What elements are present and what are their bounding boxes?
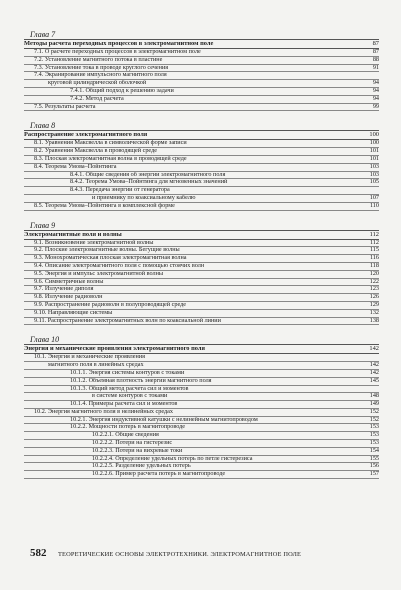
- toc-entry-text: 8.4.1. Общие сведения об энергии электромагнитного поля: [70, 171, 226, 178]
- toc-entry[interactable]: [24, 263, 379, 271]
- toc-entry[interactable]: [24, 255, 379, 263]
- toc-entry[interactable]: [24, 148, 379, 156]
- toc-entry-text: 8.4.2. Теорема Умова–Пойнтинга для мгновенных значений: [70, 179, 228, 186]
- toc-entry[interactable]: [24, 378, 379, 386]
- chapter-title-row[interactable]: [24, 130, 379, 140]
- toc-entry-text: 9.3. Монохроматическая плоская электромагнитная волна: [34, 255, 187, 262]
- toc-entry[interactable]: [24, 156, 379, 164]
- toc-entry[interactable]: [24, 286, 379, 294]
- toc-entry-page: 120: [369, 269, 379, 277]
- toc-entry-page: 156: [369, 462, 379, 470]
- chapter-section: [24, 221, 379, 326]
- toc-entry-text: 9.1. Возникновение электромагнитной волны: [34, 239, 154, 246]
- toc-entry-page: 105: [369, 178, 379, 186]
- toc-entry-page: 154: [369, 446, 379, 454]
- toc-entry[interactable]: [24, 72, 379, 80]
- toc-entry-text: 9.11. Распространение электромагнитных волн по коаксиальной линии: [34, 317, 221, 324]
- toc-entry[interactable]: [24, 310, 379, 318]
- chapter-label: Глава 9: [30, 220, 56, 230]
- toc-entry-page: 123: [369, 285, 379, 293]
- toc-entry-text: 7.2. Установление магнитного потока в пластине: [34, 56, 163, 63]
- toc-entry-page: 142: [369, 368, 379, 376]
- toc-entry-text: 10.2.2.2. Потери на гистерезис: [92, 440, 173, 447]
- toc-entry-page: 94: [372, 94, 379, 102]
- toc-entry-text: 10.2. Энергия магнитного поля в нелинейных средах: [34, 408, 174, 415]
- toc-entry-text: 9.4. Описание электромагнитного поля с помощью стоячих волн: [34, 262, 205, 269]
- toc-entry[interactable]: [24, 88, 379, 96]
- toc-entry-page: 94: [372, 79, 379, 87]
- toc-entry[interactable]: [24, 57, 379, 65]
- toc-entry-text: 7.1. О расчете переходных процессов в электромагнитном поле: [34, 49, 201, 55]
- toc-entry-page: 148: [369, 392, 379, 400]
- chapter-page: 142: [369, 345, 379, 353]
- toc-entry-text: круговой цилиндрической оболочкой: [48, 80, 147, 87]
- chapter-title: Распространение электромагнитного поля: [24, 131, 148, 139]
- toc-entry[interactable]: [24, 302, 379, 310]
- toc-entry-page: 149: [369, 400, 379, 408]
- toc-entry-text: 9.5. Энергия и импульс электромагнитной волны: [34, 270, 164, 277]
- toc-entry[interactable]: [24, 179, 379, 187]
- toc-entry-text: 9.8. Излучение радиоволн: [34, 294, 103, 301]
- toc-entry[interactable]: [24, 195, 379, 203]
- chapter-title: Электромагнитные поля и волны: [24, 230, 122, 238]
- toc-entry-text: 10.1.1. Энергия системы контуров с токами: [70, 369, 185, 376]
- chapter-spacer: [24, 211, 379, 221]
- toc-entry-text: 10.2.1. Энергия индуктивной катушки с нелинейным магнитопроводом: [70, 416, 258, 423]
- chapter-label: Глава 7: [30, 30, 56, 39]
- toc-entry[interactable]: [24, 294, 379, 302]
- toc-entry-page: 142: [369, 361, 379, 369]
- toc-entry-page: 103: [369, 162, 379, 170]
- toc-entry-text: и приемнику по коаксиальному кабелю: [92, 194, 196, 201]
- toc-entry-text: 7.4.2. Метод расчета: [70, 95, 124, 102]
- toc-entry-text: 10.2.2.6. Пример расчета потерь в магнитопроводе: [92, 471, 226, 478]
- toc-entry-page: 103: [369, 170, 379, 178]
- toc-entry[interactable]: [24, 49, 379, 57]
- toc-entry-page: 101: [369, 154, 379, 162]
- toc-entry-text: 9.7. Излучение диполя: [34, 286, 94, 293]
- toc-entry-page: 153: [369, 423, 379, 431]
- toc-entry[interactable]: [24, 318, 379, 326]
- toc-entry[interactable]: [24, 172, 379, 180]
- toc-entry-page: 116: [369, 254, 379, 262]
- chapter-title: Методы расчета переходных процессов в электромагнитном поле: [24, 40, 214, 47]
- toc-entry[interactable]: [24, 409, 379, 417]
- toc-entry-page: 115: [369, 246, 379, 254]
- toc-entry-page: 152: [369, 407, 379, 415]
- toc-entry[interactable]: [24, 104, 379, 112]
- toc-entry[interactable]: [24, 247, 379, 255]
- toc-entry-text: в системе контуров с токами: [92, 393, 168, 400]
- toc-entry[interactable]: [24, 401, 379, 409]
- chapter-spacer: [24, 111, 379, 121]
- toc-entry-text: 9.10. Направляющие системы: [34, 309, 113, 316]
- toc-entry-page: 91: [372, 63, 379, 71]
- toc-entry-page: 129: [369, 300, 379, 308]
- toc-entry-text: 10.2.2.1. Общие сведения: [92, 432, 159, 439]
- toc-entry[interactable]: [24, 393, 379, 401]
- toc-entry-page: 99: [372, 102, 379, 110]
- running-title: ТЕОРЕТИЧЕСКИЕ ОСНОВЫ ЭЛЕКТРОТЕХНИКИ. ЭЛЕКТРОМАГНИТНОЕ ПОЛЕ: [58, 551, 302, 558]
- toc-entry-page: 152: [369, 415, 379, 423]
- chapter-page: 112: [369, 230, 379, 238]
- toc-entry-text: 7.4. Экранирование импульсного магнитного поля: [34, 72, 167, 79]
- chapter-spacer: [24, 325, 379, 335]
- toc-entry[interactable]: [24, 240, 379, 248]
- toc-entry-text: 8.4. Теорема Умова–Пойнтинга: [34, 163, 117, 170]
- toc-entry-page: 132: [369, 308, 379, 316]
- toc-entry-text: 7.4.1. Общий подход к решению задачи: [70, 87, 174, 94]
- toc-entry-text: 10.2.2.4. Определение удельных потерь по петле гистерезиса: [92, 455, 253, 462]
- toc-entry[interactable]: [24, 432, 379, 440]
- chapter-title: Энергия и механические проявления электромагнитного поля: [24, 345, 205, 353]
- toc-entry-page: 153: [369, 439, 379, 447]
- toc-entry-text: 9.2. Плоские электромагнитные волны. Бегущие волны: [34, 247, 180, 254]
- toc-entry[interactable]: [24, 271, 379, 279]
- toc-entry-text: 8.5. Теорема Умова–Пойнтинга в комплексной форме: [34, 202, 175, 209]
- toc-entry[interactable]: [24, 440, 379, 448]
- toc-entry[interactable]: [24, 386, 379, 394]
- chapter-label: Глава 8: [30, 121, 56, 131]
- toc-entry-page: 88: [372, 55, 379, 63]
- toc-entry-page: 87: [372, 48, 379, 55]
- toc-entry-text: 10.1.2. Объемная плотность энергии магнитного поля: [70, 377, 212, 384]
- chapter-section: [24, 335, 379, 479]
- chapter-label: Глава 10: [30, 335, 60, 345]
- toc-entry-page: 101: [369, 147, 379, 155]
- toc-entry-page: 118: [369, 261, 379, 269]
- page-number: 582: [30, 547, 47, 559]
- toc-entry-page: 145: [369, 376, 379, 384]
- toc-entry-text: 7.3. Установление тока в проводе круглого сечения: [34, 64, 169, 71]
- toc-entry[interactable]: [24, 96, 379, 104]
- toc-entry-text: 8.4.3. Передача энергии от генератора: [70, 187, 170, 194]
- toc-entry[interactable]: [24, 80, 379, 88]
- toc-entry-text: 10.2.2. Мощности потерь в магнитопроводе: [70, 424, 186, 431]
- chapter-title-row[interactable]: [24, 230, 379, 240]
- toc-entry[interactable]: [24, 471, 379, 479]
- chapter-page: 100: [369, 131, 379, 139]
- toc-entry-text: 10.1.3. Общий метод расчета сил и моментов: [70, 385, 189, 392]
- toc-entry[interactable]: [24, 424, 379, 432]
- toc-entry-page: 155: [369, 454, 379, 462]
- toc-entry[interactable]: [24, 463, 379, 471]
- toc-entry-page: 126: [369, 293, 379, 301]
- toc-entry-text: 9.6. Симметричные волны: [34, 278, 104, 285]
- table-of-contents: [24, 30, 379, 479]
- toc-entry-text: 10.1. Энергия и механические проявления: [34, 354, 145, 361]
- toc-entry-text: 10.2.2.3. Потери на вихревые токи: [92, 447, 183, 454]
- toc-entry-text: 8.2. Уравнения Максвелла в проводящей среде: [34, 148, 157, 155]
- toc-entry[interactable]: [24, 417, 379, 425]
- page-footer: [30, 547, 375, 559]
- chapter-title-row[interactable]: [24, 39, 379, 49]
- toc-entry-page: 112: [369, 238, 379, 246]
- toc-entry-text: 7.5. Результаты расчета: [34, 103, 96, 110]
- toc-entry-page: 153: [369, 431, 379, 439]
- toc-entry[interactable]: [24, 448, 379, 456]
- toc-entry-text: 8.1. Уравнения Максвелла в символической форме записи: [34, 140, 187, 147]
- toc-entry-page: 107: [369, 193, 379, 201]
- toc-entry[interactable]: [24, 203, 379, 211]
- toc-entry[interactable]: [24, 140, 379, 148]
- toc-entry-text: 8.3. Плоская электромагнитная волна в проводящей среде: [34, 155, 187, 162]
- chapter-section: [24, 121, 379, 210]
- chapter-page: 87: [372, 40, 379, 47]
- chapter-title-row[interactable]: [24, 344, 379, 354]
- toc-entry-page: 157: [369, 470, 379, 478]
- toc-entry-text: магнитного поля в линейных средах: [48, 362, 144, 369]
- toc-entry-page: 100: [369, 139, 379, 147]
- chapter-section: [24, 30, 379, 111]
- toc-entry[interactable]: [24, 456, 379, 464]
- toc-entry[interactable]: [24, 362, 379, 370]
- toc-entry-page: 138: [369, 316, 379, 324]
- toc-entry[interactable]: [24, 187, 379, 195]
- toc-entry-text: 9.9. Распространение радиоволн в полупроводящей среде: [34, 301, 187, 308]
- toc-entry-text: 10.1.4. Примеры расчета сил и моментов: [70, 401, 178, 408]
- toc-entry-page: 110: [369, 201, 379, 209]
- toc-entry[interactable]: [24, 370, 379, 378]
- toc-entry[interactable]: [24, 65, 379, 73]
- toc-entry[interactable]: [24, 279, 379, 287]
- toc-entry[interactable]: [24, 164, 379, 172]
- toc-entry-text: 10.2.2.5. Разделение удельных потерь: [92, 463, 191, 470]
- toc-entry-page: 122: [369, 277, 379, 285]
- toc-entry-page: 94: [372, 86, 379, 94]
- toc-entry[interactable]: [24, 354, 379, 362]
